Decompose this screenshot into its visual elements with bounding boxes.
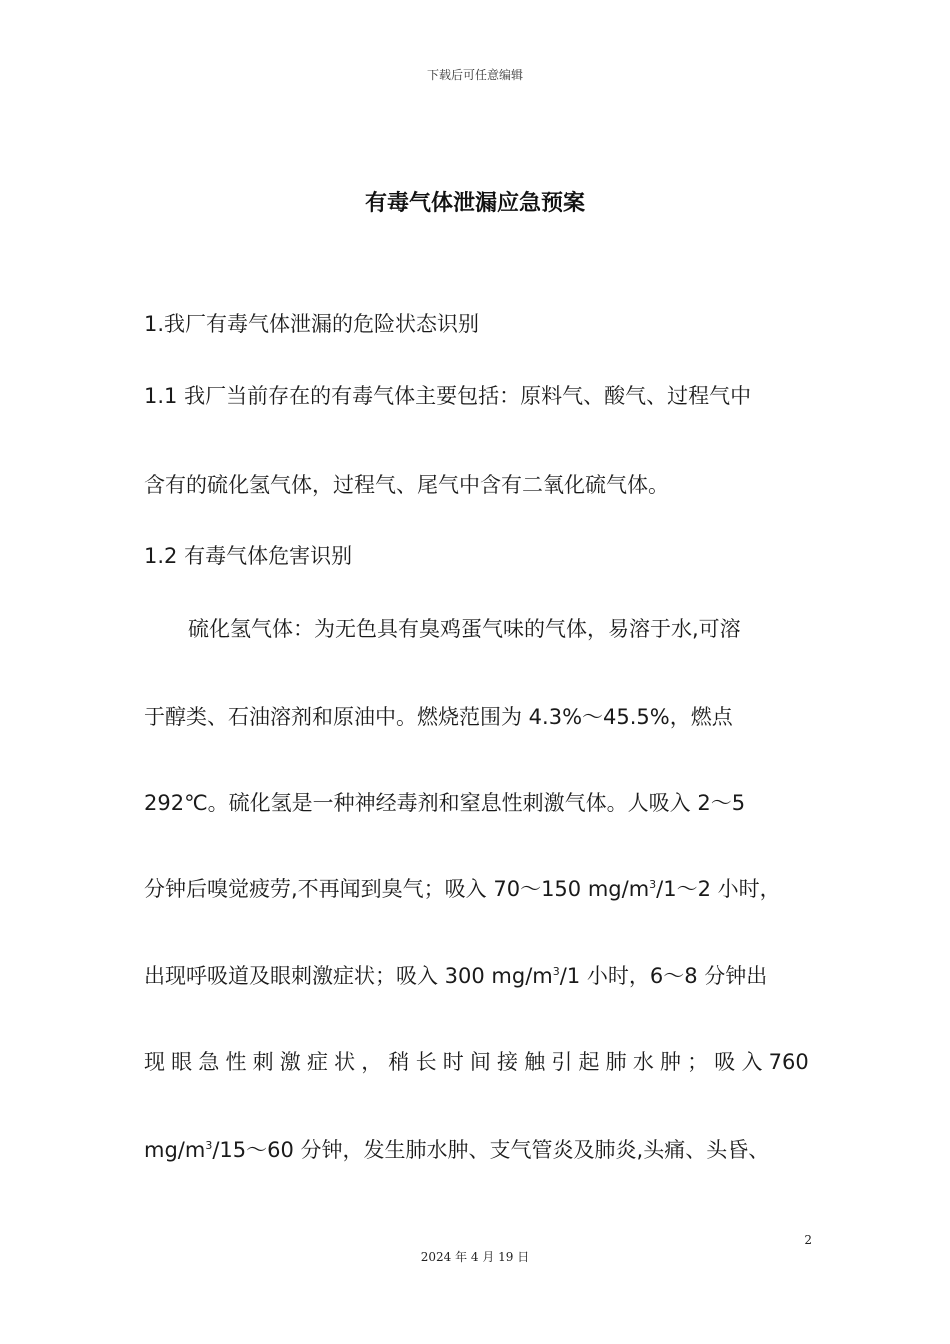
paragraph-line-6-word: 症	[306, 1050, 328, 1074]
header-note: 下载后可任意编辑	[426, 68, 523, 82]
paragraph-line-6-word: 状	[334, 1050, 356, 1074]
paragraph-line-5	[144, 961, 809, 991]
paragraph-line-6-word: 起	[578, 1050, 600, 1074]
paragraph-line-6-word: 触	[524, 1050, 546, 1074]
paragraph-line-6-word: 激	[279, 1050, 301, 1074]
paragraph-line-6-word: ；	[687, 1050, 709, 1074]
superscript: 3	[205, 1139, 213, 1152]
paragraph-line-5-text: 出现呼吸道及眼刺激症状；吸入 300 mg/m	[144, 964, 553, 988]
paragraph-line-4-text: 分钟后嗅觉疲劳,不再闻到臭气；吸入 70～150 mg/m	[144, 877, 650, 901]
superscript: 3	[552, 965, 560, 978]
paragraph-line-6-word: 接	[497, 1050, 519, 1074]
paragraph-line-4-text-end: /1～2 小时，	[656, 877, 781, 901]
page-number: 2	[804, 1233, 812, 1247]
superscript: 3	[649, 878, 657, 891]
paragraph-line-6-word: 眼	[171, 1050, 193, 1074]
paragraph-line-6-word: 稍	[388, 1050, 410, 1074]
paragraph-line-6-word: 肿	[659, 1050, 681, 1074]
section-1-2-heading: 1.2 有毒气体危害识别	[144, 544, 353, 568]
paragraph-line-7-text: mg/m	[144, 1138, 206, 1162]
paragraph-line-6-word: 引	[551, 1050, 573, 1074]
paragraph-line-6-word: 间	[469, 1050, 491, 1074]
paragraph-line-6-word: 入	[741, 1050, 763, 1074]
paragraph-line-6	[144, 1047, 809, 1077]
paragraph-line-6-word: 时	[442, 1050, 464, 1074]
paragraph-line-1: 硫化氢气体：为无色具有臭鸡蛋气味的气体，易溶于水,可溶	[188, 617, 741, 641]
paragraph-line-5-text-end: /1 小时，6～8 分钟出	[559, 964, 768, 988]
paragraph-line-6-word: 现	[144, 1050, 165, 1074]
paragraph-line-6-word: 急	[198, 1050, 220, 1074]
section-1-1-line-1: 1.1 我厂当前存在的有毒气体主要包括：原料气、酸气、过程气中	[144, 384, 752, 408]
paragraph-line-6-word: 吸	[714, 1050, 736, 1074]
paragraph-line-6-word: 性	[225, 1050, 247, 1074]
paragraph-line-6-word: 肺	[605, 1050, 627, 1074]
section-1-heading: 1.我厂有毒气体泄漏的危险状态识别	[144, 312, 480, 336]
paragraph-line-3: 292℃。硫化氢是一种神经毒剂和窒息性刺激气体。人吸入 2～5	[144, 791, 746, 815]
paragraph-line-4	[144, 874, 809, 904]
paragraph-line-6-word: 水	[632, 1050, 654, 1074]
paragraph-line-6-word: ，	[361, 1050, 383, 1074]
document-title: 有毒气体泄漏应急预案	[364, 191, 585, 216]
section-1-1-line-2: 含有的硫化氢气体，过程气、尾气中含有二氧化硫气体。	[144, 473, 669, 497]
paragraph-line-2: 于醇类、石油溶剂和原油中。燃烧范围为 4.3%～45.5%，燃点	[144, 705, 733, 729]
footer-date: 2024 年 4 月 19 日	[420, 1250, 530, 1264]
paragraph-line-6-word: 760	[768, 1050, 809, 1074]
paragraph-line-7	[144, 1135, 809, 1165]
paragraph-line-6-word: 刺	[252, 1050, 274, 1074]
paragraph-line-6-word: 长	[415, 1050, 437, 1074]
paragraph-line-7-text-end: /15～60 分钟，发生肺水肿、支气管炎及肺炎,头痛、头昏、	[212, 1138, 770, 1162]
